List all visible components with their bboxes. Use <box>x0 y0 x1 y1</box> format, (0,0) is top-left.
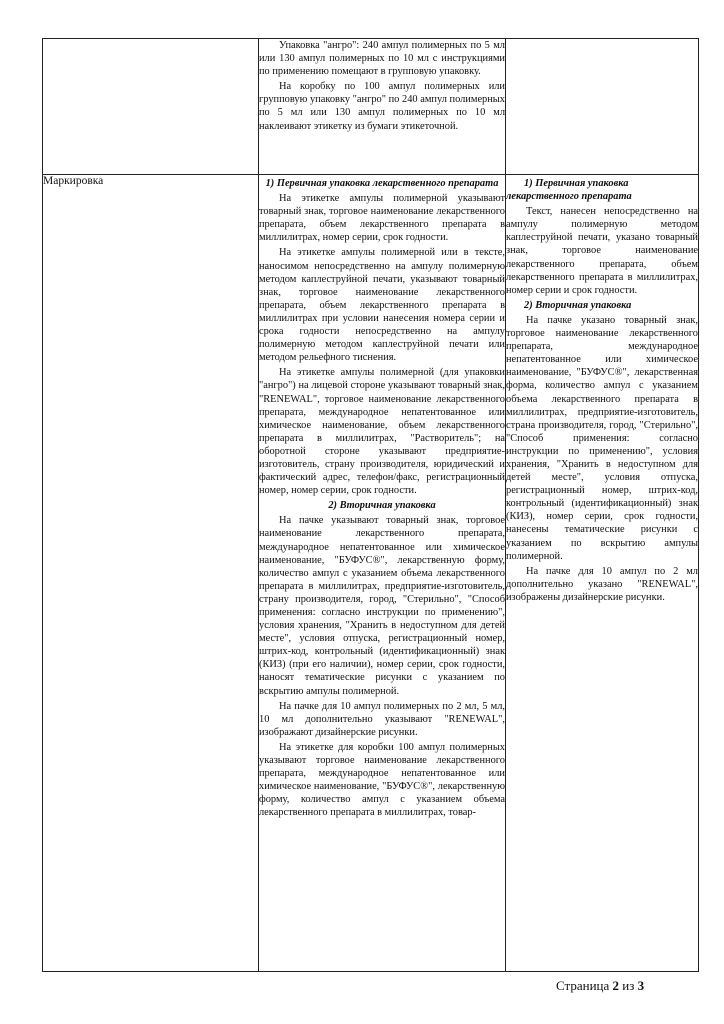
primary-paragraph-3: На этикетке ампулы полимерной (для упаковки "ангро") на лицевой стороне указывают товарный знак, "RENEWAL", торговое наименование лекарственного препарата, международное непатентованное или химическое наименование, объем лекарственного препарата в миллилитрах, "Растворитель"; на оборотной стороне указывают предприятие-изготовитель, страну производителя, юридический и фактический адрес, телефон/факс, регистрационный номер, номер серии, срок годности. <box>259 367 505 497</box>
page-number-current: 2 <box>612 978 620 993</box>
page-number-total: 3 <box>637 978 645 993</box>
primary-paragraph-1: На этикетке ампулы полимерной указывают товарный знак, торговое наименование лекарственного препарата, объем лекарственного препарата в миллилитрах, номер серии, срок годности. <box>259 193 505 244</box>
secondary-actual-paragraph-2: На пачке для 10 ампул по 2 мл дополнительно указано "RENEWAL", изображены дизайнерские рисунки. <box>506 565 698 603</box>
marking-requirements-cell <box>259 175 506 972</box>
primary-paragraph-2: На этикетке ампулы полимерной или в тексте, наносимом непосредственно на ампулу полимерную методом каплеструйной печати, указывают товарный знак, торговое наименование лекарственного препарата, объем лекарственного препарата в миллилитрах при условии нанесения номера серии и срока годности непосредственно на ампулу полимерную методом каплеструйной печати или методом рельефного тиснения. <box>259 247 505 364</box>
table-row <box>43 39 699 175</box>
primary-actual-paragraph: Текст, нанесен непосредственно на ампулу полимерную методом каплеструйной печати, указано товарный знак, торговое наименование лекарственного препарата, объем лекарственного препарата в миллилитрах, номер серии и срок годности. <box>506 206 698 296</box>
secondary-paragraph-1: На пачке указывают товарный знак, торговое наименование лекарственного препарата, международное непатентованное или химическое наименование, "БУФУС®", лекарственную форму, количество ампул с указанием объема лекарственного препарата в миллилитрах, предприятие-изготовитель, страну производителя, город, "Стерильно", "Способ применения: согласно инструкции по применению", условия хранения, "Хранить в недоступном для детей месте", условия отпуска, регистрационный номер, штрих-код, контрольный (идентификационный) знак (КИЗ) (при его наличии), номер серии, срок годности, наносят тематические рисунки с указанием по вскрытию ампулы полимерной. <box>259 515 505 697</box>
page-number <box>556 978 644 994</box>
packaging-angro-text: Упаковка "ангро": 240 ампул полимерных по 5 мл или 130 ампул полимерных по 10 мл с инструкциями по применению помещают в групповую упаковку. <box>259 40 505 78</box>
primary-packaging-heading: 1) Первичная упаковка лекарственного препарата <box>265 178 499 189</box>
label-box-text: На коробку по 100 ампул полимерных или групповую упаковку "ангро" по 240 ампул полимерных по 5 мл или 130 ампул полимерных по 10 мл наклеивают этикетку из бумаги этикеточной. <box>259 81 505 132</box>
secondary-packaging-heading: 2) Вторичная упаковка <box>328 500 436 512</box>
marking-actual-cell <box>506 175 699 972</box>
secondary-actual-paragraph-1: На пачке указано товарный знак, торговое наименование лекарственного препарата, международное непатентованное или химическое наименование, "БУФУС®", лекарственная форма, количество ампул с указанием объема лекарственного препарата в миллилитрах, предприятие-изготовитель, страна производителя, город, "Стерильно", "Способ применения: согласно инструкции по применению", условия хранения, "Хранить в недоступном для детей месте", условия отпуска, регистрационный номер, штрих-код, контрольный (идентификационный) знак (КИЗ), номер серии, срок годности, нанесены тематические рисунки с указанием по вскрытию ампулы полимерной. <box>506 314 698 562</box>
secondary-paragraph-2: На пачке для 10 ампул полимерных по 2 мл, 5 мл, 10 мл дополнительно указывают "RENEWAL", изображают дизайнерские рисунки. <box>259 700 505 738</box>
row1-requirements-cell <box>259 39 506 175</box>
page-number-prefix: Страница <box>556 978 613 993</box>
table-row <box>43 175 699 972</box>
page-number-middle: из <box>619 978 638 993</box>
secondary-packaging-heading-actual: 2) Вторичная упаковка <box>524 299 632 311</box>
marking-label: Маркировка <box>43 175 259 972</box>
row1-actual-cell <box>506 39 699 175</box>
primary-packaging-heading-actual: 1) Первичная упаковка лекарственного препарата <box>506 178 632 203</box>
row1-label-cell <box>43 39 259 175</box>
secondary-paragraph-3: На этикетке для коробки 100 ампул полимерных указывают торговое наименование лекарственного препарата, международное непатентованное или химическое наименование, "БУФУС®", лекарственную форму, количество ампул с указанием объема лекарственного препарата в миллилитрах, товар- <box>259 741 505 819</box>
specification-table <box>42 38 699 972</box>
